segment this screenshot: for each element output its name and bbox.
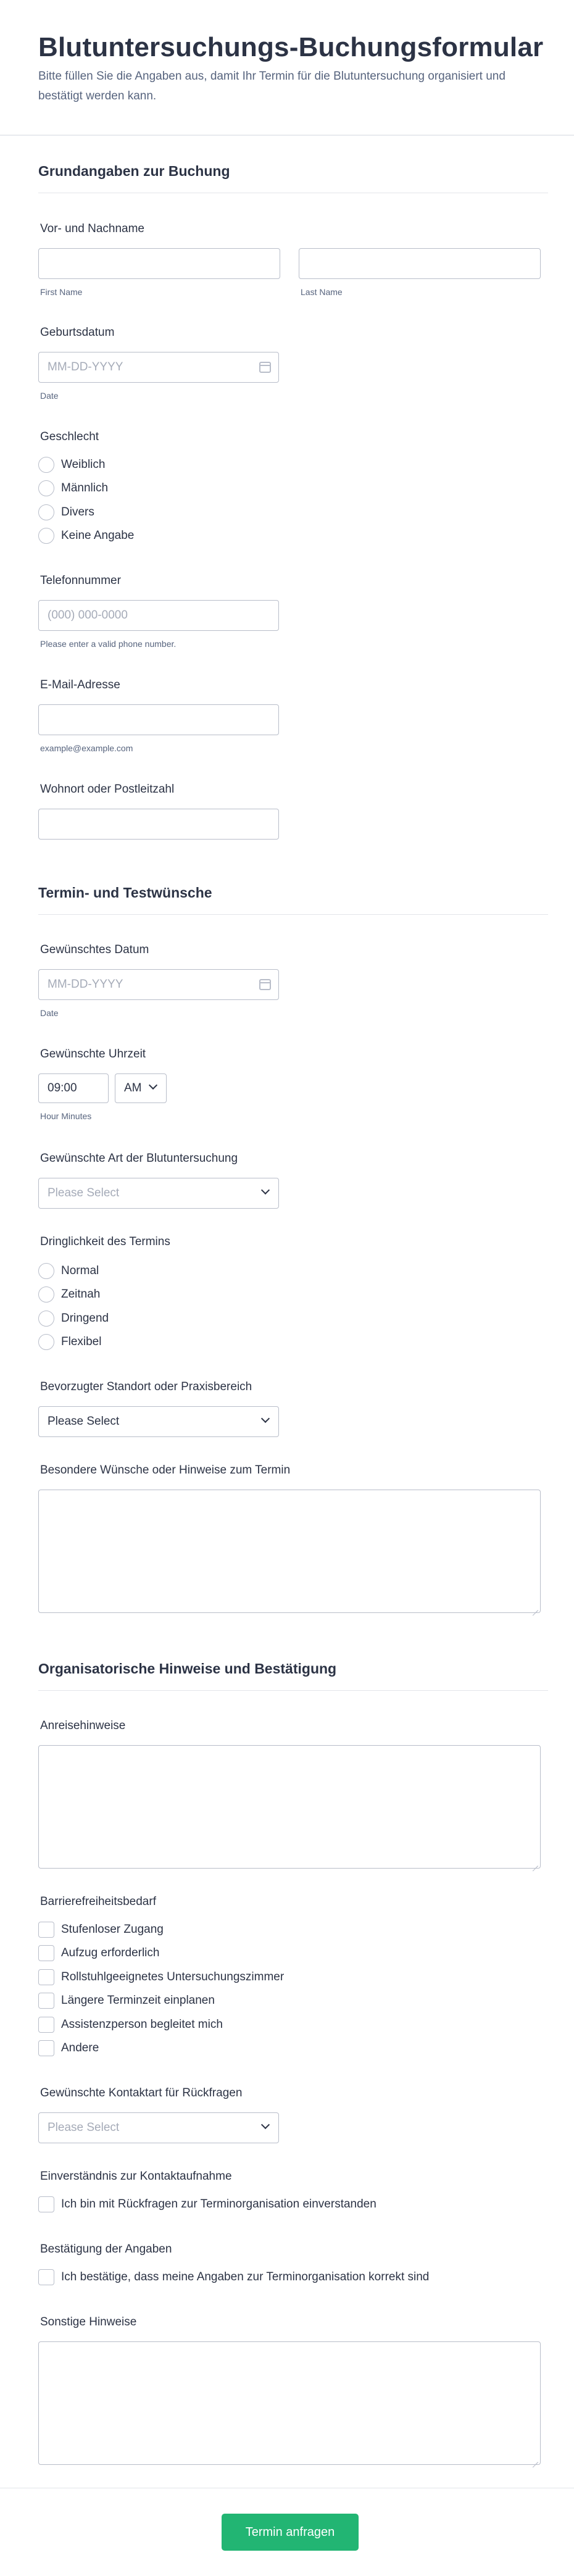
residence-input[interactable] — [38, 809, 279, 840]
radio-button[interactable] — [38, 480, 54, 496]
accessibility-option[interactable]: Rollstuhlgeeignetes Untersuchungszimmer — [38, 1969, 284, 1986]
radio-button[interactable] — [38, 504, 54, 520]
urgency-option[interactable]: Flexibel — [38, 1333, 101, 1351]
contact-type-label: Gewünschte Kontaktart für Rückfragen — [40, 2086, 243, 2099]
confirm-label: Bestätigung der Angaben — [40, 2243, 172, 2256]
accessibility-option[interactable]: Andere — [38, 2040, 99, 2057]
accessibility-option[interactable]: Aufzug erforderlich — [38, 1945, 159, 1962]
gender-label: Geschlecht — [40, 430, 99, 443]
confirm-option[interactable]: Ich bestätige, dass meine Angaben zur Terminorganisation korrekt sind — [38, 2269, 429, 2286]
calendar-icon[interactable] — [259, 979, 271, 990]
email-sublabel: example@example.com — [40, 743, 133, 753]
location-value: Please Select — [48, 1415, 120, 1428]
last-name-input[interactable] — [299, 248, 541, 279]
other-textarea[interactable] — [38, 2341, 541, 2465]
birthdate-sublabel: Date — [40, 391, 59, 401]
test-type-value: Please Select — [48, 1186, 120, 1199]
checkbox[interactable] — [38, 1945, 54, 1961]
phone-placeholder: (000) 000-0000 — [48, 609, 128, 622]
chevron-down-icon — [261, 1186, 270, 1194]
date-label: Gewünschtes Datum — [40, 943, 149, 956]
section-title-appointment: Termin- und Testwünsche — [38, 885, 212, 901]
accessibility-label: Barrierefreiheitsbedarf — [40, 1895, 156, 1908]
date-input[interactable] — [38, 969, 279, 1000]
birthdate-input[interactable] — [38, 352, 279, 383]
first-name-sublabel: First Name — [40, 287, 83, 297]
submit-button[interactable]: Termin anfragen — [222, 2514, 359, 2551]
contact-type-select[interactable] — [38, 2112, 279, 2143]
resize-handle-icon[interactable] — [532, 1604, 538, 1611]
radio-button[interactable] — [38, 457, 54, 473]
accessibility-option[interactable]: Längere Terminzeit einplanen — [38, 1992, 215, 2009]
chevron-down-icon — [261, 2120, 270, 2129]
calendar-icon[interactable] — [259, 362, 271, 373]
location-select[interactable] — [38, 1406, 279, 1437]
radio-button[interactable] — [38, 1286, 54, 1303]
contact-type-value: Please Select — [48, 2121, 120, 2134]
time-label: Gewünschte Uhrzeit — [40, 1048, 146, 1061]
radio-button[interactable] — [38, 1263, 54, 1279]
section-title-basics: Grundangaben zur Buchung — [38, 163, 230, 179]
urgency-option[interactable]: Dringend — [38, 1310, 109, 1327]
gender-option[interactable]: Weiblich — [38, 456, 105, 473]
first-name-input[interactable] — [38, 248, 280, 279]
checkbox[interactable] — [38, 1922, 54, 1938]
gender-option[interactable]: Männlich — [38, 480, 108, 497]
location-label: Bevorzugter Standort oder Praxisbereich — [40, 1380, 252, 1393]
checkbox[interactable] — [38, 2196, 54, 2212]
wishes-label: Besondere Wünsche oder Hinweise zum Termin — [40, 1464, 291, 1477]
checkbox[interactable] — [38, 2040, 54, 2056]
email-label: E-Mail-Adresse — [40, 678, 120, 691]
checkbox[interactable] — [38, 2269, 54, 2285]
urgency-label: Dringlichkeit des Termins — [40, 1235, 170, 1248]
form-subtitle: Bitte füllen Sie die Angaben aus, damit Ihr Termin für die Blutuntersuchung organisiert und bestätigt werden kann. — [38, 70, 505, 102]
time-input[interactable]: 09:00 — [38, 1073, 109, 1103]
phone-input[interactable] — [38, 600, 279, 631]
date-sublabel: Date — [40, 1008, 59, 1018]
checkbox[interactable] — [38, 1969, 54, 1985]
urgency-option[interactable]: Zeitnah — [38, 1286, 100, 1303]
residence-label: Wohnort oder Postleitzahl — [40, 783, 175, 796]
radio-button[interactable] — [38, 1334, 54, 1350]
accessibility-option[interactable]: Stufenloser Zugang — [38, 1921, 164, 1938]
resize-handle-icon[interactable] — [532, 1860, 538, 1866]
wishes-textarea[interactable] — [38, 1490, 541, 1613]
section-divider — [38, 1690, 548, 1691]
other-label: Sonstige Hinweise — [40, 2315, 137, 2328]
consent-option[interactable]: Ich bin mit Rückfragen zur Terminorganisation einverstanden — [38, 2196, 376, 2213]
birthdate-label: Geburtsdatum — [40, 326, 115, 339]
test-type-select[interactable] — [38, 1178, 279, 1209]
birthdate-placeholder: MM-DD-YYYY — [48, 361, 123, 373]
form-title: Blutuntersuchungs-Buchungsformular — [38, 32, 544, 62]
ampm-value: AM — [124, 1082, 142, 1094]
email-input[interactable] — [38, 704, 279, 735]
accessibility-option[interactable]: Assistenzperson begleitet mich — [38, 2016, 223, 2033]
chevron-down-icon — [261, 1414, 270, 1423]
urgency-option[interactable]: Normal — [38, 1262, 99, 1280]
phone-label: Telefonnummer — [40, 574, 121, 587]
chevron-down-icon — [149, 1081, 157, 1090]
section-divider — [38, 914, 548, 915]
ampm-select[interactable] — [115, 1073, 167, 1103]
radio-button[interactable] — [38, 528, 54, 544]
last-name-sublabel: Last Name — [301, 287, 343, 297]
time-sublabel: Hour Minutes — [40, 1111, 92, 1121]
gender-option[interactable]: Keine Angabe — [38, 527, 134, 544]
travel-textarea[interactable] — [38, 1745, 541, 1869]
travel-label: Anreisehinweise — [40, 1719, 126, 1732]
checkbox[interactable] — [38, 1993, 54, 2009]
name-label: Vor- und Nachname — [40, 222, 144, 235]
section-title-organisation: Organisatorische Hinweise und Bestätigung — [38, 1661, 337, 1677]
radio-button[interactable] — [38, 1311, 54, 1327]
gender-option[interactable]: Divers — [38, 504, 94, 521]
test-type-label: Gewünschte Art der Blutuntersuchung — [40, 1152, 238, 1165]
date-placeholder: MM-DD-YYYY — [48, 978, 123, 991]
consent-label: Einverständnis zur Kontaktaufnahme — [40, 2170, 232, 2183]
resize-handle-icon[interactable] — [532, 2456, 538, 2462]
checkbox[interactable] — [38, 2017, 54, 2033]
form-header — [0, 0, 574, 136]
phone-sublabel: Please enter a valid phone number. — [40, 639, 177, 649]
